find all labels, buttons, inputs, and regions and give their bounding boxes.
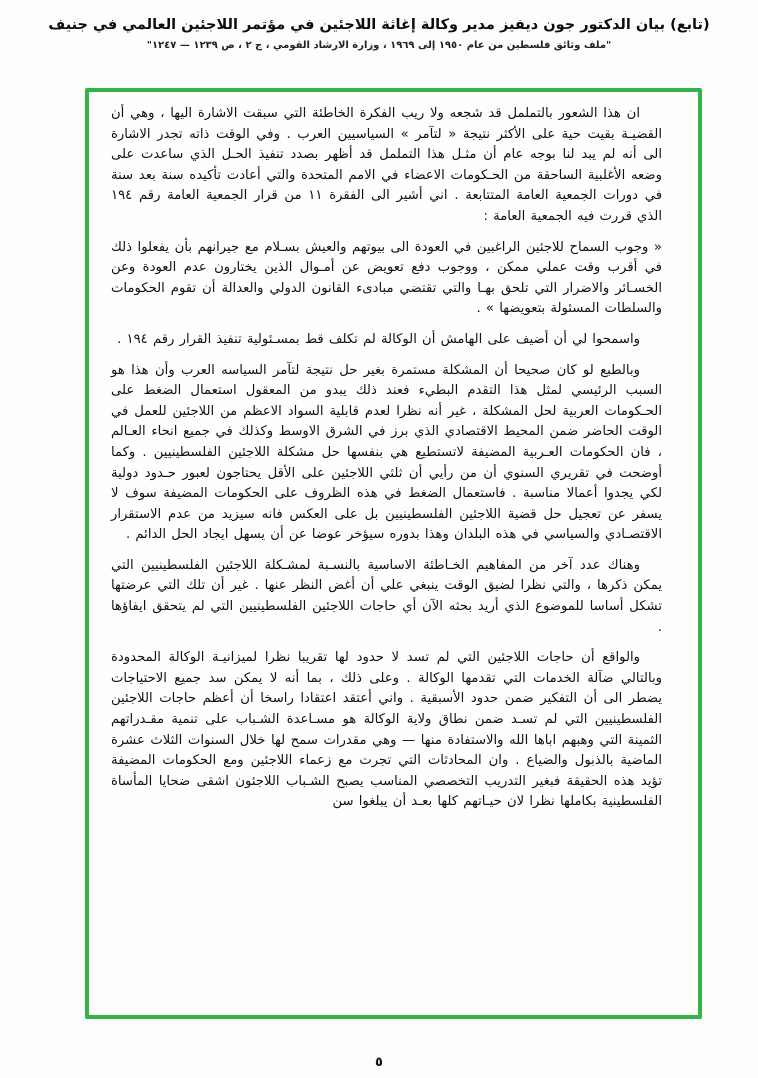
document-body: [89, 92, 698, 833]
paragraph: واسمحوا لي أن أضيف على الهامش أن الوكالة لم تكلف قط بمسـئولية تنفيذ القرار رقم ١٩٤ .: [117, 331, 640, 347]
highlight-border-box: [85, 88, 702, 1019]
paragraph: وبالطبع لو كان صحيحا أن المشكلة مستمرة بغير حل نتيجة لتآمر السياسه العرب وأن هذا هو السبب الرئيسي لمثل هذا التقدم البطيء فعند ذلك يبدو من المعقول استعمال الضغط على الحـكومات العربية لحل المشكلة ، غير أنه نظرا لعدم قابلية السواد الاعظم من اللاجئين للعمل في الوقت الحاضر ضمن المحيط الاقتصادي الذي برز في الشرق الاوسط وكذلك في جميع انحاء العـالم ، فان الحكومات العـربية المضيفة لاتستطيع هي بنفسها حل مشكلة اللاجئين الفلسطينيين . وكما أوضحت في تقريري السنوي أن من رأيي أن ثلثي اللاجئين على الأقل يحتاجون لعبور حـدود دولية لكي يجدوا أعمالا مناسبة . فاستعمال الضغط في هذه الظروف على الحكومات المضيفة سوف لا يسفر عن تعجيل حل قضية اللاجئين الفلسطينيين بل على العكس فانه سيزيد من عدم الاستقرار الاقتصـادي والسياسي في هذه البلدان وهذا بدوره سيؤخر عوضا عن أن يسهل ايجاد الحل الدائم .: [111, 362, 662, 543]
document-header: [0, 14, 758, 53]
paragraph-quote: « وجوب السماح للاجئين الراغبين في العودة الى بيوتهم والعيش بسـلام مع جيرانهم بأن يفعلوا ذلك في أقرب وقت عملي ممكن ، ووجوب دفع تعويض عن أمـوال الذين يختارون عدم العودة وعن الخسـائر والاضرار التي تلحق بهـا والتي تقتضي مبادىء القانون الدولي والعدالة أن تقوم الحكومات والسلطات المسئولة بتعويضها » .: [111, 239, 662, 317]
paragraph: ان هذا الشعور بالتململ قد شجعه ولا ريب الفكرة الخاطئة التي سبقت الاشارة اليها ، وهي أن القضيـة بقيت حية على الأكثر نتيجة « لتآمر » السياسيين العرب . وفي الوقت ذاته تجدر الاشارة الى أنه لم يبد لنا بوجه عام أن مثـل هذا التململ قد أظهر بصدد تنفيذ الحـل الذي ساعدت على وضعه الأغلبية الساحقة من الحـكومات الاعضاء في الامم المتحدة والتي أعادت تأكيده سنة بعد سنة في دورات الجمعية العامة المتتابعة . اني أشير الى الفقرة ١١ من قرار الجمعية العامة رقم ١٩٤ الذي قررت فيه الجمعية العامة :: [111, 106, 662, 224]
document-source-citation: "ملف وثائق فلسطين من عام ١٩٥٠ إلى ١٩٦٩ ، وزارة الارشاد القومي ، ج ٢ ، ص ١٢٣٩ — ١٢٤٧": [146, 40, 612, 51]
page-number: ٥: [375, 1055, 383, 1070]
document-title: (تابع) بيان الدكتور جون ديفيز مدير وكالة إغاثة اللاجئين في مؤتمر اللاجئين العالمي في جنيف: [48, 17, 710, 33]
paragraph: وهناك عدد آخر من المفاهيم الخـاطئة الاساسية بالنسـبة لمشـكلة اللاجئين الفلسطينيين التي يمكن ذكرها ، والتي نظرا لضيق الوقت ينبغي علي أن أغض النظر عنها . غير أن تلك التي عرضتها تشكل أساسا للموضوع الذي أريد بحثه الآن أي حاجات اللاجئين الفلسطينيين التي لم يتحقق ايفاؤها .: [111, 557, 662, 635]
paragraph: والواقع أن حاجات اللاجئين التي لم تسد لا حدود لها تقريبا نظرا لميزانيـة الوكالة المحدودة وبالتالي ضآلة الخدمات التي تقدمها الوكالة . وعلى ذلك ، بما أنه لا يمكن سد جميع الاحتياجات يضطر الى أن التفكير ضمن حدود الأسبقية . واني أعتقد اعتقادا راسخا أن أعظم حاجات اللاجئين الفلسطينيين التي لم تسـد ضمن نطاق ولاية الوكالة هو مسـاعدة الشـباب على تنمية مقـدراتهم الثمينة التي وهبهم اباها الله والاستفادة منها — وهي مقدرات سمح لها خلال السنوات الثلاث عشرة الماضية بالذبول والضياع . وان المحادثات التي تجرت مع زعماء اللاجئين ومع الحكومات المضيفة تؤيد هذه الحقيقة فبغير التدريب التخصصي المناسب يصبح الشـباب اللاجئون اشقى ضحايا المأساة الفلسطينية بكاملها نظرا لان حيـاتهم كلها بعـد أن يبلغوا سن: [111, 650, 662, 810]
